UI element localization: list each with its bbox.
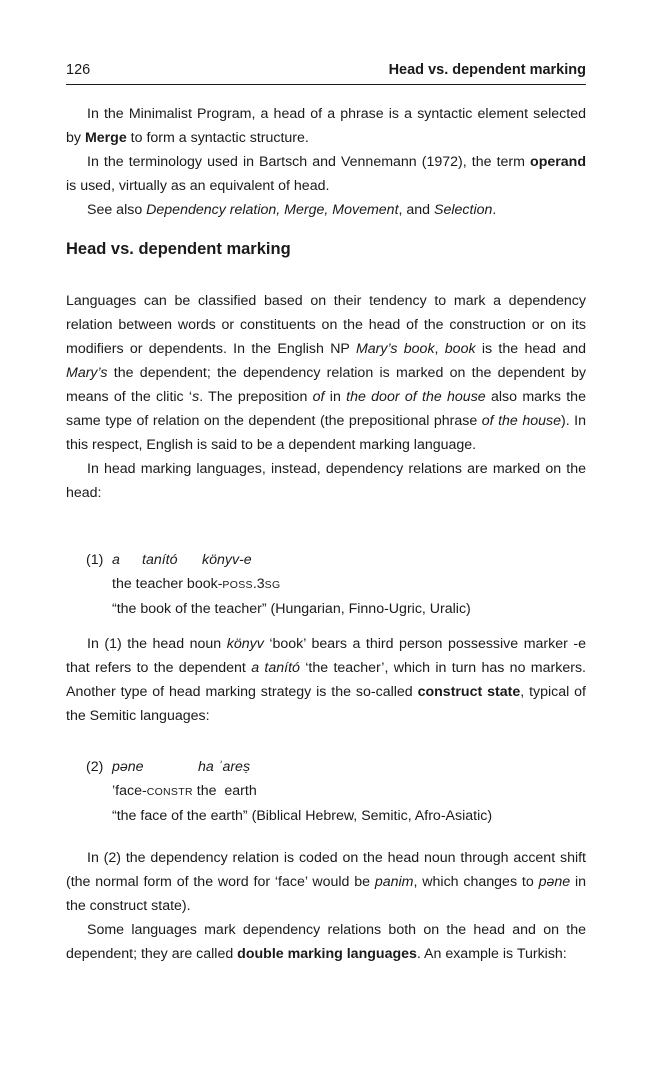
section-paragraph-1: Languages can be classified based on their tendency to mark a dependency relation between words or constituents on the head of the construction or on its modifiers or dependents. In the English NP Mary’s book, book is the head and Mary’s the dependent; the dependency relation is marked on the dependent by means of the clitic ‘s. The preposition of in the door of the house also marks the same type of relation on the dependent (the prepositional phrase of the house). In this respect, English is said to be a dependent marking language.	[66, 293, 586, 453]
example-number: (1)	[86, 552, 104, 568]
example-gloss-line: ’face-CONSTR the earth	[112, 783, 257, 799]
intro-paragraph-1: In the Minimalist Program, a head of a phrase is a syntactic element selected by Merge to form a syntactic structure.	[66, 106, 586, 146]
example-translation: “the face of the earth” (Biblical Hebrew, Semitic, Afro-Asiatic)	[112, 808, 493, 824]
example-gloss-line: the teacher book-POSS.3SG	[112, 576, 281, 592]
after1-paragraph: In (1) the head noun könyv ‘book’ bears a third person possessive marker -e that refers to the dependent a tanító ‘the teacher’, which in turn has no markers. Another type of head marking strategy is the so-called construct state, typical of the Semitic languages:	[66, 636, 587, 724]
example-number: (2)	[86, 759, 104, 775]
example-1	[86, 548, 586, 621]
example-source-line: pəne ha ʾareṣ	[112, 759, 251, 775]
after2-paragraph-1: In (2) the dependency relation is coded on the head noun through accent shift (the normal form of the word for ‘face’ would be panim, which changes to pəne in the construct state).	[66, 850, 587, 914]
intro-paragraph-2: In the terminology used in Bartsch and Vennemann (1972), the term operand is used, virtually as an equivalent of head.	[66, 154, 586, 194]
example-translation: “the book of the teacher” (Hungarian, Finno-Ugric, Uralic)	[112, 601, 471, 617]
example-source-line: a tanító könyv-e	[112, 552, 252, 568]
running-title: Head vs. dependent marking	[388, 62, 586, 78]
after-example-1	[66, 632, 586, 728]
page-number: 126	[66, 62, 91, 78]
intro-paragraph-3: See also Dependency relation, Merge, Movement, and Selection.	[87, 202, 497, 218]
section-paragraph-2: In head marking languages, instead, dependency relations are marked on the head:	[66, 461, 586, 501]
section-heading: Head vs. dependent marking	[66, 240, 291, 258]
after2-paragraph-2: Some languages mark dependency relations both on the head and on the dependent; they are called double marking languages. An example is Turkish:	[66, 922, 586, 962]
intro-block	[66, 102, 586, 222]
example-2	[86, 755, 586, 828]
running-head	[66, 62, 586, 85]
section-body	[66, 289, 586, 505]
after-example-2	[66, 846, 586, 966]
